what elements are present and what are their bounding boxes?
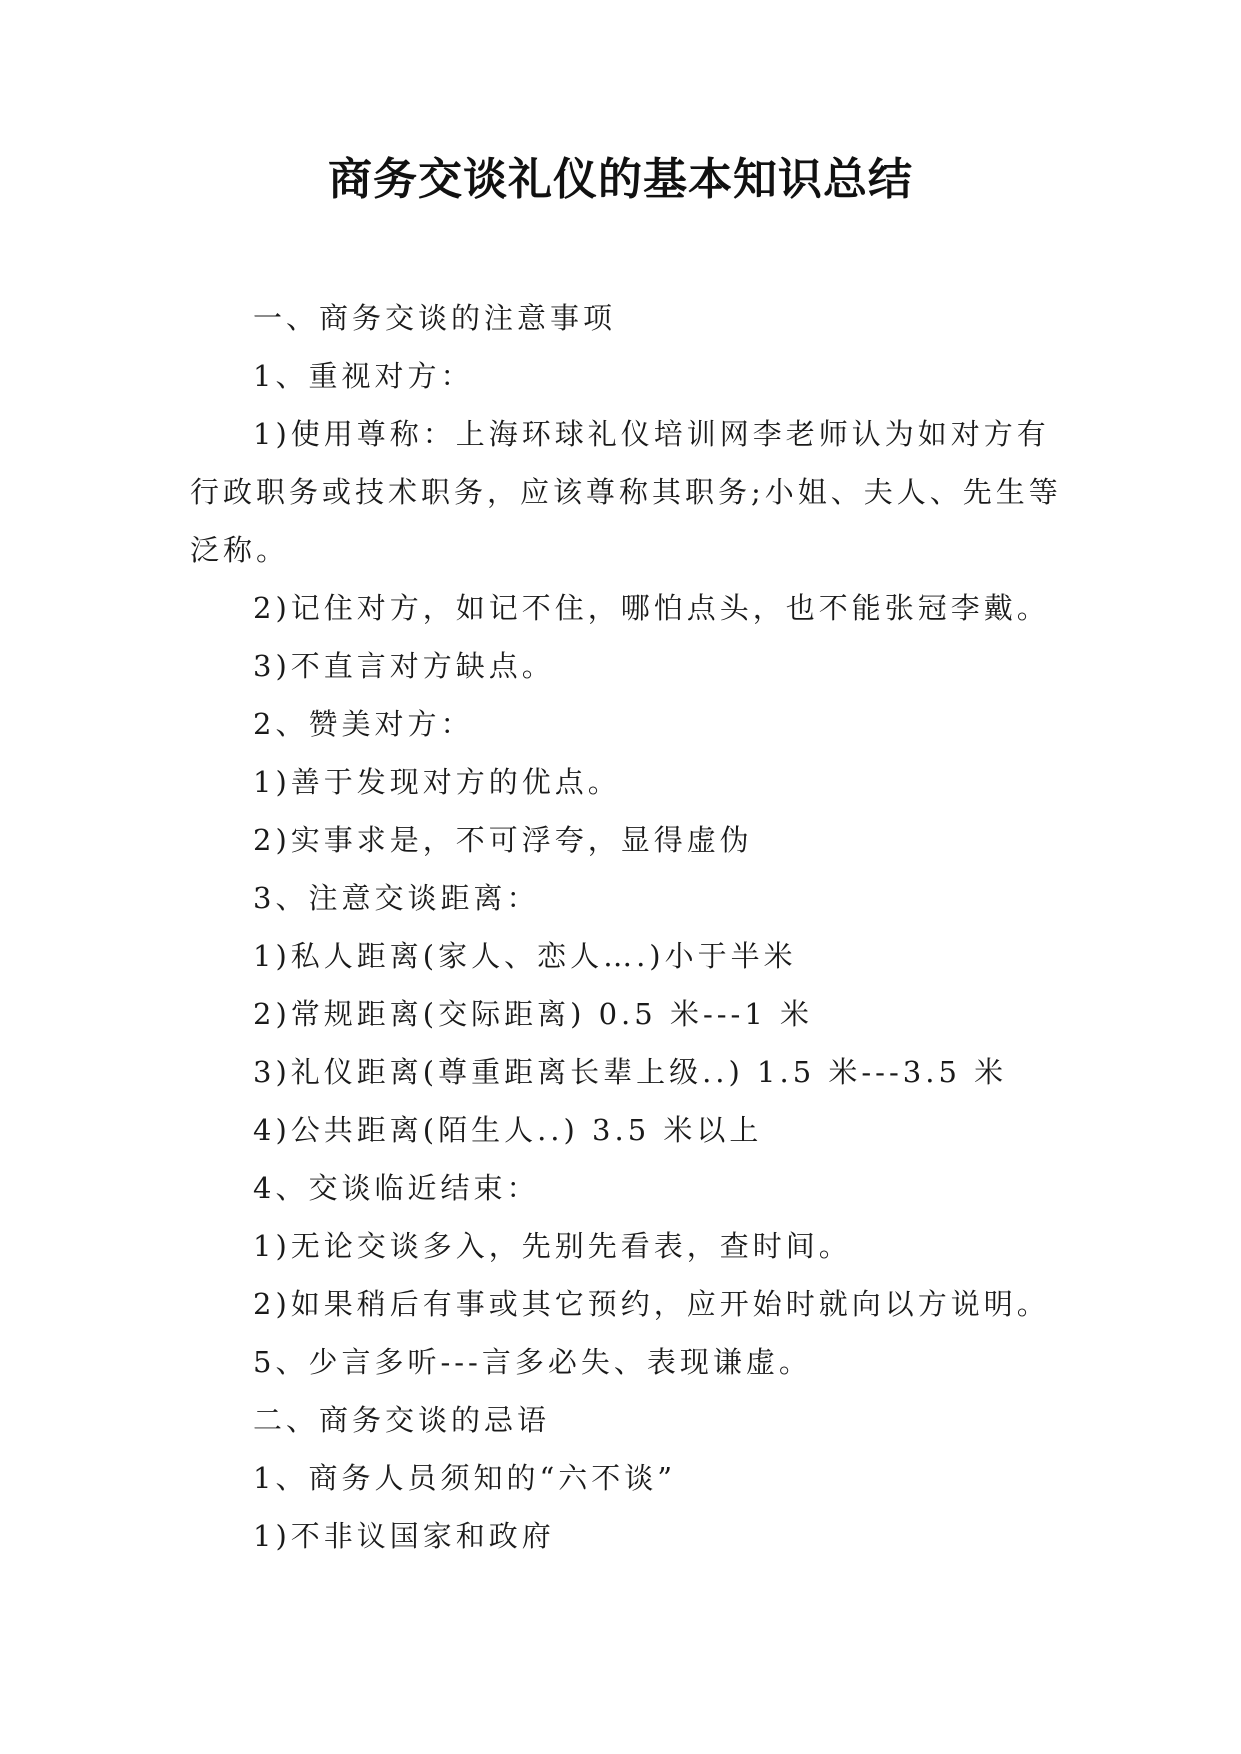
paragraph: 4、交谈临近结束： — [253, 1171, 540, 1205]
paragraph: 2、赞美对方： — [253, 707, 474, 741]
paragraph: 4)公共距离(陌生人..) 3.5 米以上 — [253, 1113, 763, 1147]
paragraph: 2)常规距离(交际距离) 0.5 米---1 米 — [253, 997, 814, 1031]
document-title: 商务交谈礼仪的基本知识总结 — [328, 154, 913, 205]
paragraph: 1)无论交谈多入，先别先看表，查时间。 — [253, 1229, 852, 1263]
paragraph: 3)不直言对方缺点。 — [253, 649, 555, 683]
paragraph: 1)善于发现对方的优点。 — [253, 765, 621, 799]
paragraph: 3、注意交谈距离： — [253, 881, 540, 915]
paragraph: 2)记住对方，如记不住，哪怕点头，也不能张冠李戴。 — [253, 591, 1050, 625]
document-body — [190, 289, 1070, 1565]
paragraph: 一、商务交谈的注意事项 — [253, 301, 617, 335]
paragraph: 3)礼仪距离(尊重距离长辈上级..) 1.5 米---3.5 米 — [253, 1055, 1008, 1089]
paragraph: 2)实事求是，不可浮夸，显得虚伪 — [253, 823, 753, 857]
paragraph: 2)如果稍后有事或其它预约，应开始时就向以方说明。 — [253, 1287, 1050, 1321]
paragraph: 1)私人距离(家人、恋人….)小于半米 — [253, 939, 797, 973]
paragraph: 二、商务交谈的忌语 — [253, 1403, 551, 1437]
paragraph: 1)不非议国家和政府 — [253, 1519, 555, 1553]
paragraph: 1)使用尊称：上海环球礼仪培训网李老师认为如对方有行政职务或技术职务，应该尊称其职务;小姐、夫人、先生等泛称。 — [190, 417, 1062, 567]
paragraph: 1、商务人员须知的“六不谈” — [253, 1461, 677, 1495]
paragraph: 1、重视对方： — [253, 359, 474, 393]
paragraph: 5、少言多听---言多必失、表现谦虚。 — [253, 1345, 812, 1379]
